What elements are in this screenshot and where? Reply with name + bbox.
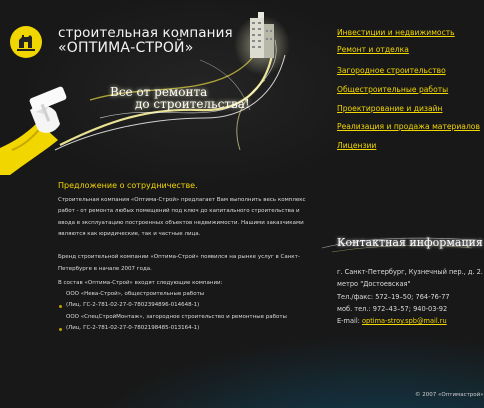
nav-item-licenses[interactable]: Лицензии xyxy=(337,141,377,150)
member-name: ООО «СпецСтройМонтаж», загородное строительство и ремонтные работы xyxy=(66,314,287,320)
member-license: (Лиц. ГС-2-781-02-27-0-7802394896-014648-1) xyxy=(66,302,200,308)
paragraph-line: Строительная компания «Оптима-Строй» предлагает Вам выполнить весь комплекс xyxy=(58,197,306,203)
paragraph-line: ввода в эксплуатацию построенных объектов недвижимости. Нашими заказчиками xyxy=(58,220,304,226)
paragraph-line: работ - от ремонта любых помещений под ключ до капитального строительства и xyxy=(58,208,300,214)
contact-phone: Тел./факс: 572–19–50; 764-76-77 xyxy=(337,293,450,301)
nav-item-investments[interactable]: Инвестиции и недвижимость xyxy=(337,28,455,37)
nav-item-country[interactable]: Загородное строительство xyxy=(337,66,446,75)
bullet-icon xyxy=(59,328,62,331)
company-tagline: строительная компания xyxy=(58,25,233,41)
member-name: ООО «Нева-Строй», общестроительные работы xyxy=(66,291,205,297)
company-name: «ОПТИМА-СТРОЙ» xyxy=(58,40,194,56)
slogan-line-2: до строительства! xyxy=(135,97,250,111)
slogan-line-1: Все от ремонта xyxy=(110,85,208,99)
company-logo[interactable] xyxy=(10,26,42,58)
paragraph-line: являются как юридические, так и частные лица. xyxy=(58,231,201,237)
contact-title: Контактная информация xyxy=(337,236,483,249)
nav-item-materials[interactable]: Реализация и продажа материалов xyxy=(337,122,480,131)
paragraph-line: Бренд строительной компании «Оптима-Строй» появился на рынке услуг в Санкт- xyxy=(58,254,300,260)
building-emblem-icon xyxy=(10,26,42,58)
nav-item-general[interactable]: Общестроительные работы xyxy=(337,85,449,94)
email-label: E-mail: xyxy=(337,317,362,325)
contact-metro: метро "Достоевская" xyxy=(337,280,411,288)
paragraph-line: Петербурге в начале 2007 года. xyxy=(58,266,152,272)
contact-address: г. Санкт-Петербург, Кузнечный пер., д. 2. xyxy=(337,268,483,276)
contact-mobile: моб. тел.: 972–43–57; 940-03-92 xyxy=(337,305,448,313)
bullet-icon xyxy=(59,305,62,308)
member-license: (Лиц. ГС-2-781-02-27-0-7802198485-013164-1) xyxy=(66,325,200,331)
copyright: © 2007 «Оптимастрой» xyxy=(415,392,484,398)
contact-email-row xyxy=(337,317,447,325)
nav-item-design[interactable]: Проектирование и дизайн xyxy=(337,104,443,113)
section-title: Предложение о сотрудничестве. xyxy=(58,181,198,190)
members-intro: В состав «Оптима-Строй» входят следующие компании: xyxy=(58,280,223,286)
email-link[interactable]: optima-stroy.spb@mail.ru xyxy=(362,317,447,325)
nav-item-repair[interactable]: Ремонт и отделка xyxy=(337,45,409,54)
